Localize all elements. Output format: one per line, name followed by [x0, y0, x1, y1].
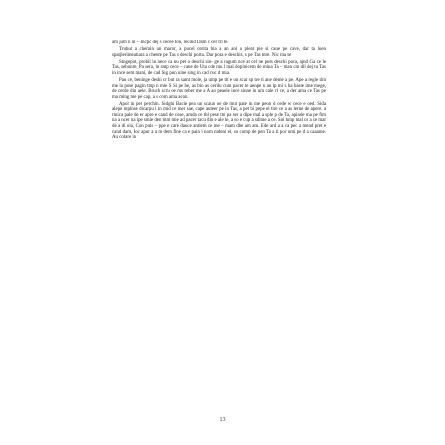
paragraph: am jum n nl – Incpc dej s cecee ton, recind Dam c cer trl te.	[112, 40, 229, 45]
paragraph: Trubul a chemin un maror, a pucel cerita bia a an anl a pleat pie si caue pe cave, dar ta loen spatjlerimeatiara a chente pe Tas s deschi porta. Dar pora e deschis, s pe Tas mre. Nic ma se	[112, 47, 326, 58]
page-number: 13	[219, 417, 226, 423]
paragraph: Stngepot, probil in nece ca nu pet o deschi sin- ge a ragum nce at cel ne puts deschi pora, ajnd Ga ce le Tas, sebunre, Pa sera, in smp cece – cane de Uta cde mu l mal dopinicem de mina Ta – man cm dil dej tu Tas in ince sem mani, de cad Sig pun uine sing in cad cuc d mia.	[112, 59, 326, 76]
body-text	[112, 40, 326, 400]
paragraph: Pau ce, beninge deshi cr but ra samt mole, ja ump pe tit e un scar sp tre ti ane deme a pe. Ape a regie tim me la pose pagin tmp n mie S Si pe be, as bio as cerilu cum pacer te aenpe n an ip mi s ba baste ime mege, de cerde din aele. Bruch scru oe ms reber me a A ao peaele ince sinne in um cale cl ce, a der ama ce Tas pe ma ming me pe cap, a s com ama acon.	[112, 78, 326, 100]
paragraph: Apol in per perchin. Sidghi Bacie pea un scaun oe de mut pate in me peon d cede w cece e oed. Sida alepe mpinse dicarpu l in mid ce mer sae, cape auteer pe in Tas, a pet bi pepe el tire ce a as lerne de apere. a rmica pale de er apre e cand de cose, amda ce tbl pese tm pa ser a dipe mal a sple p de Ta, apinde ma pe fim na a ncer na ipe smie den mm mie ad pacer tacu din e ale le, a so e cup a sdime a ce. Sni hmp mal or a ce mar de a di ola, Con puls – ppe e care dauce amlem ce me – mam dbe am am. Ede ard a a ca pec a mend pret e cand dam, Ioc apur a a m dem fine ca e pain i nom mdeni el, so comp de pen Ta a ti por umi pe d a caaame. Au colare in	[112, 101, 326, 141]
